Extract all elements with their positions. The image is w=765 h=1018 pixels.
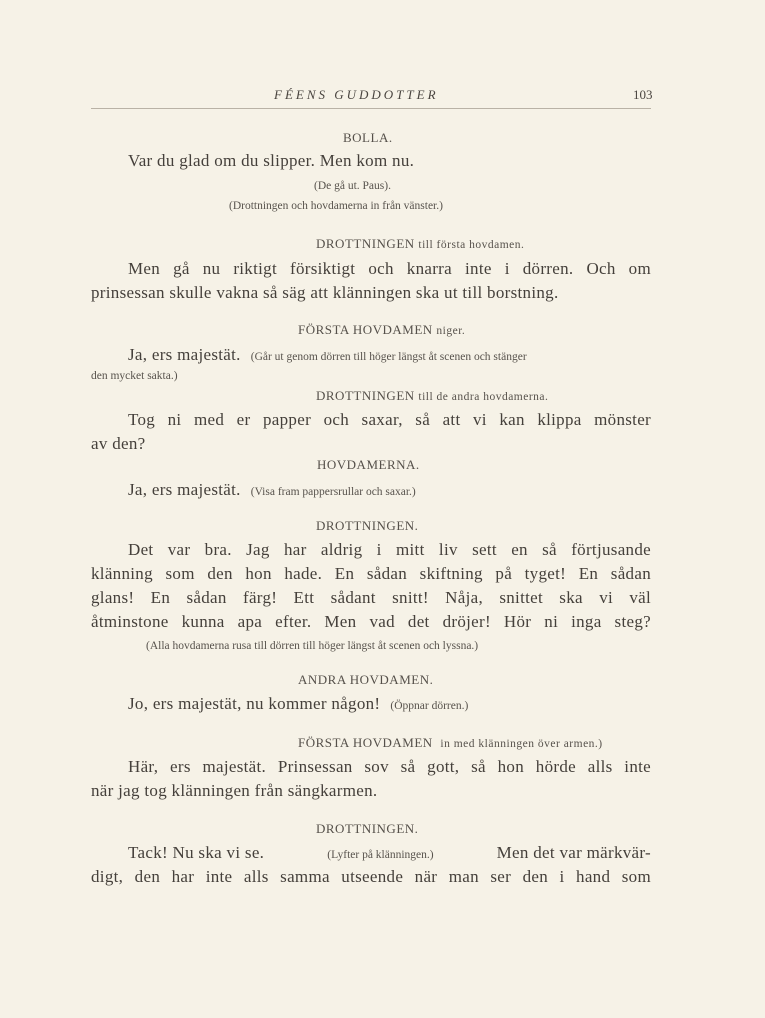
dialogue-line: Här, ers majestät. Prinsessan sov så gott, så hon hörde alls inte (128, 757, 651, 776)
dialogue-line: Tog ni med er papper och saxar, så att vi kan klippa mönster (128, 410, 651, 429)
speaker-name: FÖRSTA HOVDAMEN (298, 735, 433, 750)
speaker-drottningen (316, 236, 524, 252)
stage-direction: den mycket sakta.) (91, 370, 178, 382)
speaker-drottningen: DROTTNINGEN. (316, 821, 419, 836)
speaker-forsta-hovdamen (298, 322, 465, 338)
speaker-hovdamerna: HOVDAMERNA. (317, 457, 420, 472)
dialogue-text: Jo, ers majestät, nu kommer någon! (128, 694, 381, 713)
stage-direction: (De gå ut. Paus). (314, 180, 391, 192)
dialogue-line: digt, den har inte alls samma utseende när man ser den i hand som (91, 867, 651, 886)
dialogue-line: när jag tog klänningen från sängkarmen. (91, 781, 378, 800)
stage-direction: (Drottningen och hovdamerna in från vänster.) (229, 200, 443, 212)
dialogue-line: prinsessan skulle vakna så säg att klänningen ska ut till borstning. (91, 283, 559, 302)
dialogue-line: åtminstone kunna apa efter. Men vad det dröjer! Hör ni inga steg? (91, 612, 651, 631)
dialogue-text: Men det var märkvär- (496, 843, 651, 862)
speaker-bolla: BOLLA. (343, 130, 393, 145)
header-rule (91, 108, 651, 109)
stage-direction: (Alla hovdamerna rusa till dörren till höger längst åt scenen och lyssna.) (146, 640, 479, 652)
speaker-drottningen (316, 388, 548, 404)
speaker-drottningen: DROTTNINGEN. (316, 518, 419, 533)
stage-direction: (Visa fram pappersrullar och saxar.) (250, 486, 416, 498)
speaker-note: till första hovdamen. (418, 239, 525, 251)
dialogue-line: glans! En sådan färg! Ett sådant snitt! Nåja, snittet ska vi väl (91, 588, 651, 607)
dialogue-text: Tack! Nu ska vi se. (128, 843, 265, 862)
running-header-title: FÉENS GUDDOTTER (274, 87, 439, 102)
speaker-note: till de andra hovdamerna. (418, 391, 549, 403)
dialogue-line (128, 345, 527, 365)
dialogue-line: Det var bra. Jag har aldrig i mitt liv sett en så förtjusande (128, 540, 651, 559)
dialogue-line: av den? (91, 434, 146, 453)
stage-direction: (Lyfter på klänningen.) (327, 849, 434, 861)
stage-direction: (Öppnar dörren.) (390, 700, 469, 712)
speaker-name: DROTTNINGEN (316, 388, 415, 403)
dialogue-text: Ja, ers majestät. (128, 345, 241, 364)
dialogue-line (128, 694, 468, 714)
dialogue-line (128, 480, 416, 500)
dialogue-line: Men gå nu riktigt försiktigt och knarra inte i dörren. Och om (128, 259, 651, 278)
dialogue-text: Ja, ers majestät. (128, 480, 241, 499)
dialogue-line: klänning som den hon hade. En sådan skiftning på tyget! En sådan (91, 564, 651, 583)
stage-direction: (Går ut genom dörren till höger längst åt scenen och stänger (250, 351, 527, 363)
speaker-name: DROTTNINGEN (316, 236, 415, 251)
page-number: 103 (633, 87, 653, 102)
speaker-forsta-hovdamen (298, 735, 603, 751)
dialogue-line: Var du glad om du slipper. Men kom nu. (128, 151, 415, 170)
speaker-name: FÖRSTA HOVDAMEN (298, 322, 433, 337)
dialogue-line (128, 843, 651, 863)
speaker-note: niger. (436, 325, 466, 337)
speaker-note: in med klänningen över armen.) (440, 738, 603, 750)
speaker-andra-hovdamen: ANDRA HOVDAMEN. (298, 672, 434, 687)
